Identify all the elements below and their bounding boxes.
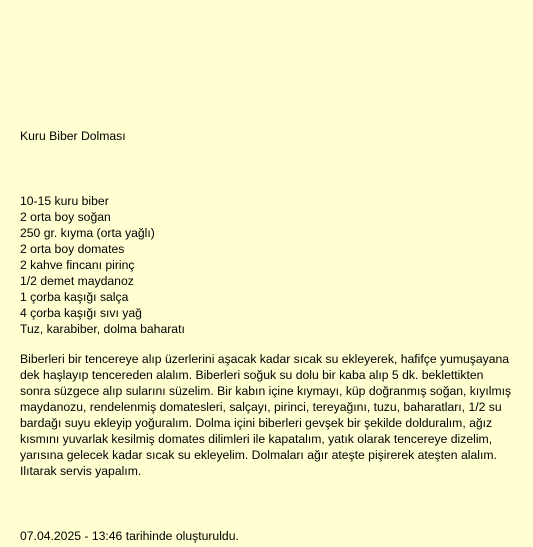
ingredient-item: Tuz, karabiber, dolma baharatı [20, 322, 185, 336]
ingredient-item: 10-15 kuru biber [20, 194, 109, 208]
ingredient-item: 1/2 demet maydanoz [20, 274, 134, 288]
ingredient-item: 2 kahve fincanı pirinç [20, 258, 135, 272]
recipe-instructions: Biberleri bir tencereye alıp üzerlerini aşacak kadar sıcak su ekleyerek, hafifçe yumuşayana dek haşlayıp tencereden alalım. Biberleri soğuk su dolu bir kaba alıp 5 dk. beklettikten sonra süzgece alıp sularını süzelim. Bir kabın içine kıymayı, küp doğranmış soğan, kıyılmış maydanozu, rendelenmiş domatesleri, salçayı, pirinci, tereyağını, tuzu, baharatları, 1/2 su bardağı suyu ekleyip yoğuralım. Dolma içini biberleri gevşek bir şekilde dolduralım, ağız kısmını yuvarlak kesilmiş domates dilimleri ile kapatalım, yatık olarak tencereye dizelim, yarısına gelecek kadar sıcak su ekleyelim. Dolmaları ağır ateşte pişirerek ateşten alalım. Ilıtarak servis yapalım. [20, 352, 512, 478]
ingredient-item: 4 çorba kaşığı sıvı yağ [20, 306, 142, 320]
created-timestamp: 07.04.2025 - 13:46 tarihinde oluşturuldu. [20, 529, 239, 543]
recipe-page [20, 0, 520, 547]
ingredient-item: 250 gr. kıyma (orta yağlı) [20, 226, 155, 240]
ingredient-list [20, 193, 185, 337]
ingredient-item: 2 orta boy domates [20, 242, 125, 256]
ingredient-item: 1 çorba kaşığı salça [20, 290, 129, 304]
ingredient-item: 2 orta boy soğan [20, 210, 111, 224]
recipe-title: Kuru Biber Dolması [20, 129, 126, 143]
